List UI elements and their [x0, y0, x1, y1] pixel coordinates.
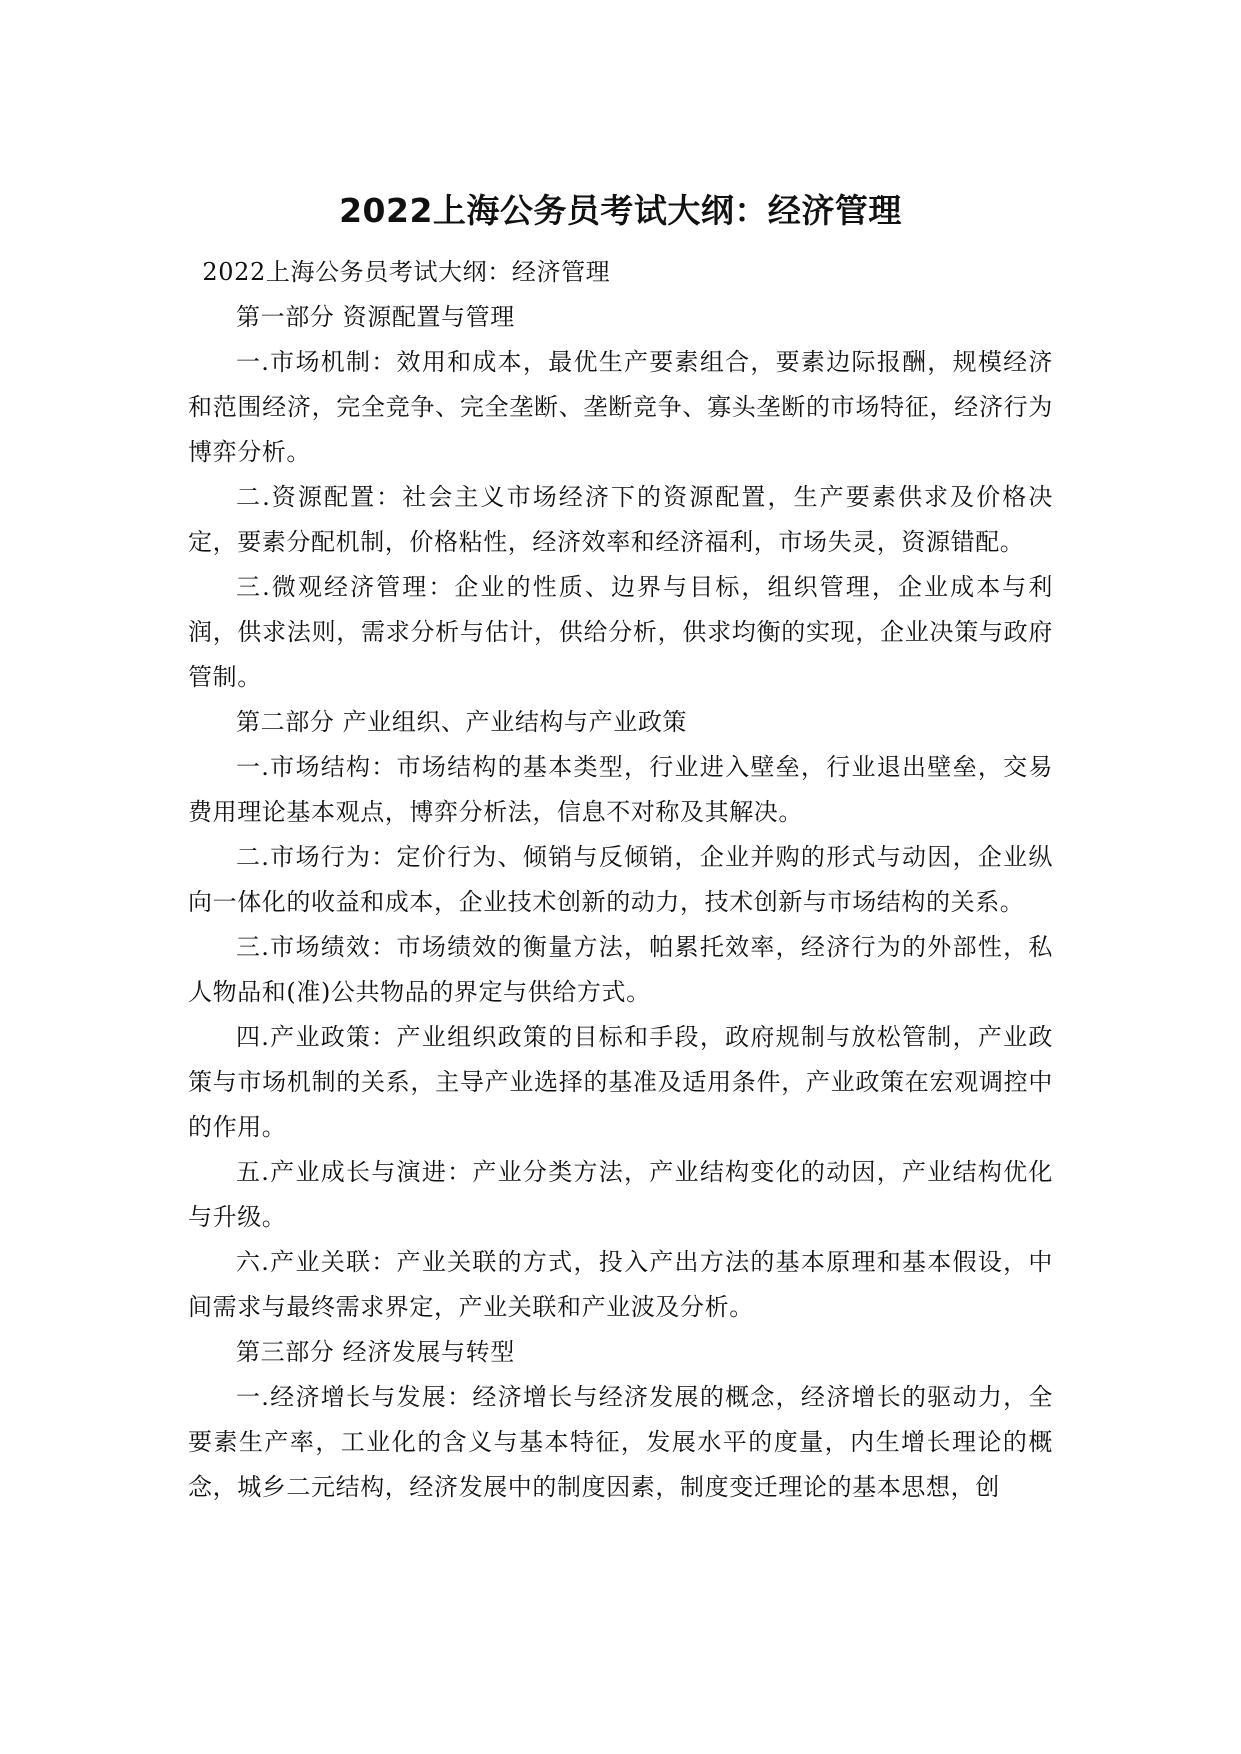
paragraph: 五.产业成长与演进：产业分类方法，产业结构变化的动因，产业结构优化与升级。 [188, 1158, 1053, 1231]
document-title: 2022上海公务员考试大纲：经济管理 [339, 191, 902, 230]
paragraph: 三.微观经济管理：企业的性质、边界与目标，组织管理，企业成本与利润，供求法则，需求分析与估计，供给分析，供求均衡的实现，企业决策与政府管制。 [188, 573, 1053, 691]
paragraph: 一.市场机制：效用和成本，最优生产要素组合，要素边际报酬，规模经济和范围经济，完全竞争、完全垄断、垄断竞争、寡头垄断的市场特征，经济行为博弈分析。 [188, 348, 1053, 466]
paragraph: 二.资源配置：社会主义市场经济下的资源配置，生产要素供求及价格决定，要素分配机制，价格粘性，经济效率和经济福利，市场失灵，资源错配。 [188, 483, 1053, 556]
document-body [188, 250, 1053, 1510]
paragraph: 一.市场结构：市场结构的基本类型，行业进入壁垒，行业退出壁垒，交易费用理论基本观点，博弈分析法，信息不对称及其解决。 [188, 753, 1053, 826]
paragraph: 二.市场行为：定价行为、倾销与反倾销，企业并购的形式与动因，企业纵向一体化的收益和成本，企业技术创新的动力，技术创新与市场结构的关系。 [188, 843, 1053, 916]
paragraph: 三.市场绩效：市场绩效的衡量方法，帕累托效率，经济行为的外部性，私人物品和(准)公共物品的界定与供给方式。 [188, 933, 1053, 1006]
paragraph: 六.产业关联：产业关联的方式，投入产出方法的基本原理和基本假设，中间需求与最终需求界定，产业关联和产业波及分析。 [188, 1248, 1053, 1321]
section-heading-part-one: 第一部分 资源配置与管理 [236, 303, 515, 331]
intro-paragraph: 2022上海公务员考试大纲：经济管理 [202, 258, 611, 286]
paragraph: 四.产业政策：产业组织政策的目标和手段，政府规制与放松管制，产业政策与市场机制的关系，主导产业选择的基准及适用条件，产业政策在宏观调控中的作用。 [188, 1023, 1053, 1141]
section-heading-part-two: 第二部分 产业组织、产业结构与产业政策 [236, 708, 688, 736]
section-heading-part-three: 第三部分 经济发展与转型 [236, 1338, 515, 1366]
paragraph: 一.经济增长与发展：经济增长与经济发展的概念，经济增长的驱动力，全要素生产率，工业化的含义与基本特征，发展水平的度量，内生增长理论的概念，城乡二元结构，经济发展中的制度因素，制度变迁理论的基本思想，创 [188, 1383, 1053, 1501]
